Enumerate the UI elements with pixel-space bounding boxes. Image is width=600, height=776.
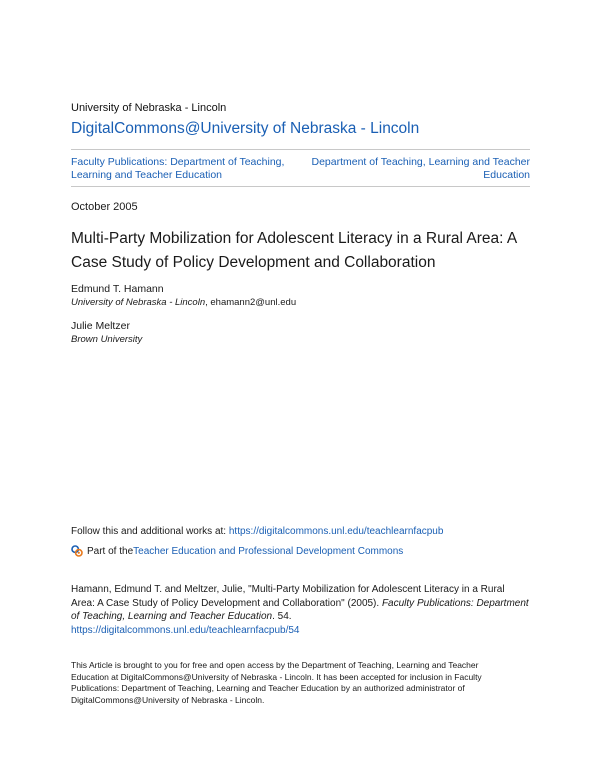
part-of-prefix: Part of the	[87, 545, 134, 557]
part-of-line	[71, 545, 403, 557]
divider-bottom	[71, 186, 530, 187]
citation-suffix: . 54.	[272, 611, 292, 622]
citation-text: Hamann, Edmund T. and Meltzer, Julie, "Multi-Party Mobilization for Adolescent Literacy in a Rural Area: A Case Study of Policy Development and Collaboration" (2005).	[71, 584, 505, 609]
citation-journal: Faculty Publications: Department of Teaching, Learning and Teacher Education	[71, 597, 529, 622]
commons-link[interactable]: Teacher Education and Professional Development Commons	[133, 545, 404, 557]
faculty-publications-link[interactable]: Faculty Publications: Department of Teaching, Learning and Teacher Education	[71, 156, 285, 181]
institution-name: University of Nebraska - Lincoln	[71, 102, 227, 114]
author-affiliation: Brown University	[71, 334, 143, 345]
department-link[interactable]: Department of Teaching, Learning and Teacher Education	[311, 156, 530, 181]
follow-prefix: Follow this and additional works at:	[71, 526, 229, 537]
access-notice: This Article is brought to you for free and open access by the Department of Teaching, Learning and Teacher Education at DigitalCommons@University of Nebraska - Lincoln. It has been accepted for inclusion in Faculty Publications: Department of Teaching, Learning and Teacher Education by an authorized administrator of DigitalCommons@University of Nebraska - Lincoln.	[71, 660, 482, 705]
repository-link[interactable]: DigitalCommons@University of Nebraska - Lincoln	[71, 120, 420, 137]
author-name: Edmund T. Hamann	[71, 283, 164, 295]
author-email[interactable]: , ehamann2@unl.edu	[205, 297, 297, 308]
author-affiliation	[71, 297, 296, 308]
follow-line	[71, 526, 443, 537]
affiliation-text: University of Nebraska - Lincoln	[71, 297, 206, 308]
recommended-citation	[71, 583, 530, 637]
citation-url-link[interactable]: https://digitalcommons.unl.edu/teachlearnfacpub/54	[71, 624, 300, 636]
author-name: Julie Meltzer	[71, 320, 130, 332]
follow-url-link[interactable]: https://digitalcommons.unl.edu/teachlearnfacpub	[228, 526, 444, 537]
divider-top	[71, 149, 530, 150]
article-title: Multi-Party Mobilization for Adolescent Literacy in a Rural Area: A Case Study of Policy Development and Collaboration	[71, 230, 517, 271]
open-access-icon	[71, 545, 83, 557]
publication-date: October 2005	[71, 201, 138, 213]
